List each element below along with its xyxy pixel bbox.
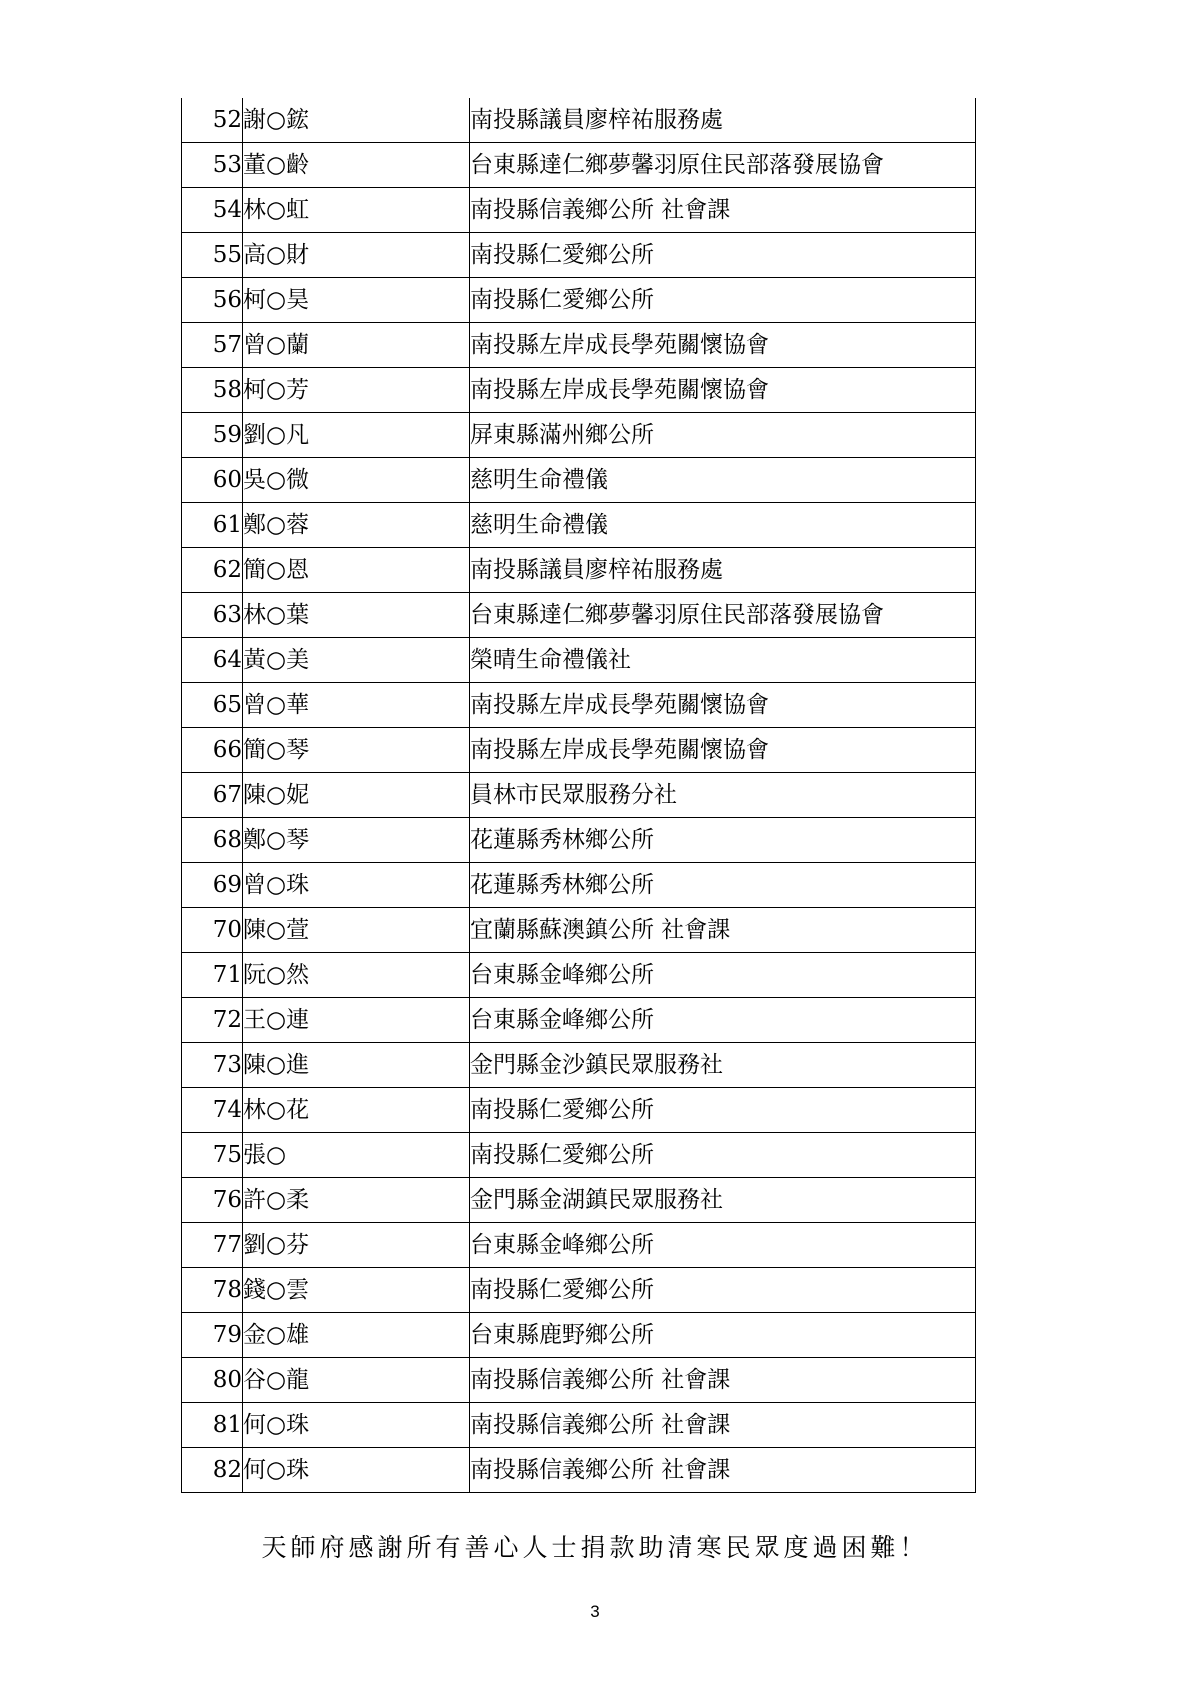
donor-name: 吳○微	[243, 458, 470, 503]
donor-name: 林○虹	[243, 188, 470, 233]
row-number: 80	[182, 1358, 243, 1403]
row-number: 78	[182, 1268, 243, 1313]
donor-name: 謝○鋐	[243, 98, 470, 143]
row-number: 70	[182, 908, 243, 953]
row-number: 57	[182, 323, 243, 368]
thanks-message: 天師府感謝所有善心人士捐款助清寒民眾度過困難！	[261, 1533, 929, 1562]
table-row	[182, 503, 976, 548]
row-number: 52	[182, 98, 243, 143]
donor-name: 鄭○蓉	[243, 503, 470, 548]
donor-name: 黃○美	[243, 638, 470, 683]
row-number: 62	[182, 548, 243, 593]
table-row	[182, 1358, 976, 1403]
donor-organization: 南投縣信義鄉公所 社會課	[470, 1358, 976, 1403]
table-row	[182, 953, 976, 998]
donor-organization: 台東縣金峰鄉公所	[470, 998, 976, 1043]
donor-organization: 南投縣信義鄉公所 社會課	[470, 1448, 976, 1493]
donor-organization: 南投縣仁愛鄉公所	[470, 1268, 976, 1313]
donor-organization: 南投縣左岸成長學苑關懷協會	[470, 683, 976, 728]
row-number: 67	[182, 773, 243, 818]
donor-organization: 台東縣達仁鄉夢馨羽原住民部落發展協會	[470, 593, 976, 638]
donor-name: 鄭○琴	[243, 818, 470, 863]
donor-organization: 宜蘭縣蘇澳鎮公所 社會課	[470, 908, 976, 953]
donor-organization: 金門縣金沙鎮民眾服務社	[470, 1043, 976, 1088]
row-number: 68	[182, 818, 243, 863]
row-number: 76	[182, 1178, 243, 1223]
donor-organization: 台東縣鹿野鄉公所	[470, 1313, 976, 1358]
table-row	[182, 188, 976, 233]
row-number: 61	[182, 503, 243, 548]
donor-name: 曾○蘭	[243, 323, 470, 368]
donor-name: 錢○雲	[243, 1268, 470, 1313]
row-number: 58	[182, 368, 243, 413]
table-row	[182, 1313, 976, 1358]
table-row	[182, 593, 976, 638]
row-number: 73	[182, 1043, 243, 1088]
table-row	[182, 143, 976, 188]
table-row	[182, 98, 976, 143]
table-row	[182, 818, 976, 863]
row-number: 54	[182, 188, 243, 233]
donor-name: 柯○芳	[243, 368, 470, 413]
row-number: 59	[182, 413, 243, 458]
donor-name: 何○珠	[243, 1403, 470, 1448]
table-row	[182, 863, 976, 908]
donor-organization: 花蓮縣秀林鄉公所	[470, 818, 976, 863]
donor-organization: 南投縣左岸成長學苑關懷協會	[470, 728, 976, 773]
donor-organization: 慈明生命禮儀	[470, 458, 976, 503]
donor-name: 簡○恩	[243, 548, 470, 593]
donor-name: 曾○珠	[243, 863, 470, 908]
table-row	[182, 368, 976, 413]
row-number: 79	[182, 1313, 243, 1358]
table-row	[182, 683, 976, 728]
table-row	[182, 1088, 976, 1133]
table-row	[182, 413, 976, 458]
donor-name: 陳○妮	[243, 773, 470, 818]
donor-organization: 榮晴生命禮儀社	[470, 638, 976, 683]
table-row	[182, 1133, 976, 1178]
table-row	[182, 458, 976, 503]
row-number: 56	[182, 278, 243, 323]
donor-organization: 員林市民眾服務分社	[470, 773, 976, 818]
donor-organization: 台東縣達仁鄉夢馨羽原住民部落發展協會	[470, 143, 976, 188]
donor-name: 柯○昊	[243, 278, 470, 323]
page-number: 3	[590, 1602, 600, 1621]
row-number: 60	[182, 458, 243, 503]
donor-organization: 金門縣金湖鎮民眾服務社	[470, 1178, 976, 1223]
donor-name: 許○柔	[243, 1178, 470, 1223]
table-row	[182, 728, 976, 773]
donor-organization: 南投縣議員廖梓祐服務處	[470, 548, 976, 593]
table-row	[182, 1268, 976, 1313]
donor-organization: 南投縣仁愛鄉公所	[470, 1133, 976, 1178]
table-row	[182, 773, 976, 818]
donor-name: 何○珠	[243, 1448, 470, 1493]
row-number: 81	[182, 1403, 243, 1448]
row-number: 74	[182, 1088, 243, 1133]
table-row	[182, 233, 976, 278]
table-row	[182, 1178, 976, 1223]
donor-organization: 南投縣仁愛鄉公所	[470, 233, 976, 278]
table-row	[182, 1403, 976, 1448]
donor-name: 陳○萱	[243, 908, 470, 953]
donor-organization: 台東縣金峰鄉公所	[470, 953, 976, 998]
row-number: 55	[182, 233, 243, 278]
donor-name: 谷○龍	[243, 1358, 470, 1403]
table-row	[182, 998, 976, 1043]
donor-organization: 南投縣仁愛鄉公所	[470, 278, 976, 323]
table-row	[182, 638, 976, 683]
donor-organization: 南投縣議員廖梓祐服務處	[470, 98, 976, 143]
row-number: 77	[182, 1223, 243, 1268]
row-number: 64	[182, 638, 243, 683]
donor-organization: 南投縣信義鄉公所 社會課	[470, 188, 976, 233]
table-row	[182, 548, 976, 593]
donor-organization: 南投縣信義鄉公所 社會課	[470, 1403, 976, 1448]
row-number: 71	[182, 953, 243, 998]
donor-name: 金○雄	[243, 1313, 470, 1358]
table-row	[182, 1223, 976, 1268]
row-number: 69	[182, 863, 243, 908]
row-number: 53	[182, 143, 243, 188]
donor-name: 劉○凡	[243, 413, 470, 458]
donor-name: 曾○華	[243, 683, 470, 728]
table-row	[182, 1448, 976, 1493]
row-number: 82	[182, 1448, 243, 1493]
donor-name: 張○	[243, 1133, 470, 1178]
donor-name: 林○葉	[243, 593, 470, 638]
donor-organization: 南投縣仁愛鄉公所	[470, 1088, 976, 1133]
donor-organization: 慈明生命禮儀	[470, 503, 976, 548]
donor-name: 王○連	[243, 998, 470, 1043]
table-row	[182, 323, 976, 368]
donor-name: 陳○進	[243, 1043, 470, 1088]
donor-name: 簡○琴	[243, 728, 470, 773]
donor-organization: 台東縣金峰鄉公所	[470, 1223, 976, 1268]
row-number: 66	[182, 728, 243, 773]
table-row	[182, 1043, 976, 1088]
donor-name: 林○花	[243, 1088, 470, 1133]
row-number: 65	[182, 683, 243, 728]
donor-organization: 花蓮縣秀林鄉公所	[470, 863, 976, 908]
donor-name: 阮○然	[243, 953, 470, 998]
row-number: 63	[182, 593, 243, 638]
donor-organization: 屏東縣滿州鄉公所	[470, 413, 976, 458]
donor-table-body	[182, 98, 976, 1493]
donor-organization: 南投縣左岸成長學苑關懷協會	[470, 368, 976, 413]
table-row	[182, 908, 976, 953]
donor-name: 高○財	[243, 233, 470, 278]
donor-name: 董○齡	[243, 143, 470, 188]
donor-name: 劉○芬	[243, 1223, 470, 1268]
table-row	[182, 278, 976, 323]
donor-table	[181, 98, 976, 1493]
donor-organization: 南投縣左岸成長學苑關懷協會	[470, 323, 976, 368]
row-number: 72	[182, 998, 243, 1043]
row-number: 75	[182, 1133, 243, 1178]
